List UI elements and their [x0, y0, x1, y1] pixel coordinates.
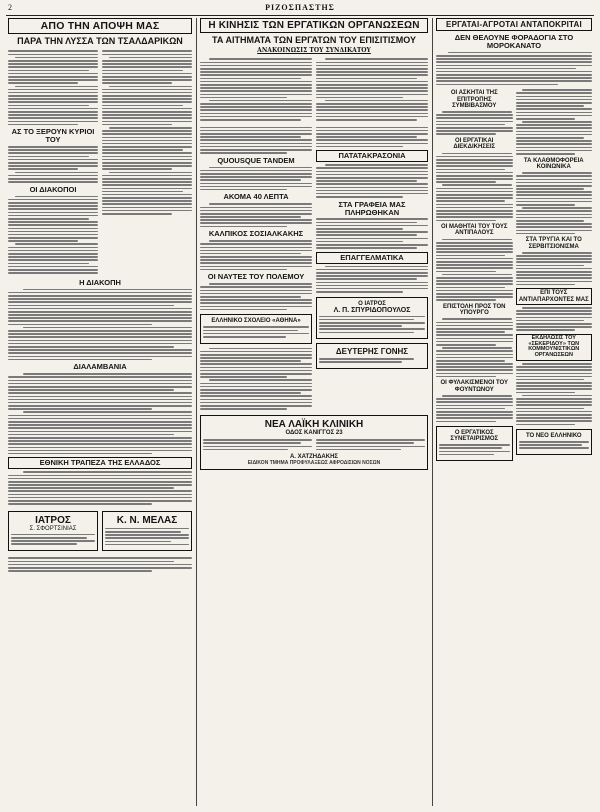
advertisement: [516, 429, 593, 455]
section-banner: ΕΡΓΑΤΑΙ-ΑΓΡΟΤΑΙ ΑΝΤΑΠΟΚΡΙΤΑΙ: [436, 18, 592, 31]
lawyer-advertisement: [316, 343, 428, 369]
school-advertisement: [200, 314, 312, 343]
ad-title: Ο ΙΑΤΡΟΣ: [358, 300, 386, 307]
article-text: [516, 252, 593, 285]
article-headline: ΔΙΑΛΑΜΒΑΝΙΑ: [73, 362, 127, 372]
advertisement: [436, 426, 513, 461]
article-headline: ΟΙ ΔΙΑΚΟΠΟΙ: [29, 184, 77, 194]
article-text: [316, 218, 428, 248]
article-text: [316, 127, 428, 148]
article-text: [200, 58, 312, 120]
article-text: [8, 146, 98, 183]
article-headline: ΟΙ ΑΣΚΗΤΑΙ ΤΗΣ ΕΠΙΤΡΟΠΗΣ ΣΥΜΒΙΒΑΣΜΟΥ: [450, 90, 498, 109]
masthead-rule: [6, 15, 594, 16]
section-banner: Η ΚΙΝΗΣΙΣ ΤΩΝ ΕΡΓΑΤΙΚΩΝ ΟΡΓΑΝΩΣΕΩΝ: [200, 18, 428, 33]
column-middle: [200, 18, 428, 808]
clinic-advertisement: [200, 415, 428, 470]
article-text: [8, 196, 98, 274]
article-text: [200, 167, 312, 191]
ad-title: ΤΟ ΝΕΟ ΕΛΛΗΝΙΚΟ: [525, 433, 582, 440]
article-text: [316, 164, 428, 197]
column-left: [8, 18, 192, 808]
article-headline: ΟΙ ΕΡΓΑΤΙΚΑΙ ΔΙΕΚΔΙΚΗΣΕΙΣ: [453, 138, 496, 151]
column-divider: [432, 18, 433, 806]
article-text: [200, 283, 312, 310]
article-headline: ΟΙ ΜΑΘΗΤΑΙ ΤΟΥ ΤΟΥΣ ΑΝΤΙΠΑΛΟΥΣ: [441, 224, 508, 237]
ad-doctor-name: Σ. ΣΦΟΡΤΣΙΝΙΑΣ: [29, 525, 77, 532]
article-headline: ΟΙ ΝΑΥΤΕΣ ΤΟΥ ΠΟΛΕΜΟΥ: [207, 272, 305, 282]
doctor-advertisement: [8, 511, 98, 552]
article-headline: ΕΚΔΗΛΩΣΙΣ ΤΟΥ «ΣΕΚΕΡΙΔΟΥ» ΤΩΝ ΚΟΜΜΟΥΝΙΣΤΙΚΩΝ ΟΡΓΑΝΩΣΕΩΝ: [516, 334, 593, 361]
article-headline: ΑΣ ΤΟ ΞΕΡΟΥΝ ΚΥΡΙΟΙ ΤΟΥ: [11, 127, 95, 145]
article-text: [516, 89, 593, 154]
article-text: [102, 50, 192, 214]
article-subheadline: ΑΝΑΚΟΙΝΩΣΙΣ ΤΟΥ ΣΥΝΔΙΚΑΤΟΥ: [257, 47, 371, 55]
ad-title: ΙΑΤΡΟΣ: [35, 514, 71, 526]
ad-title: Κ. Ν. ΜΕΛΑΣ: [116, 514, 178, 526]
article-headline: ΕΠΙΣΤΟΛΗ ΠΡΟΣ ΤΟΝ ΥΠΟΥΡΓΟ: [443, 303, 506, 317]
article-text: [200, 203, 312, 227]
article-headline: ΤΑ ΑΙΤΗΜΑΤΑ ΤΩΝ ΕΡΓΑΤΩΝ ΤΟΥ ΕΠΙΣΙΤΙΣΜΟΥ: [211, 35, 416, 45]
article-text: [436, 239, 513, 301]
article-text: [516, 172, 593, 234]
article-headline: ΚΑΛΠΙΚΟΣ ΣΟΣΙΑΛΚΑΚΗΣ: [208, 229, 304, 239]
clinic-street: ΟΔΟΣ ΚΑΝΙΓΓΟΣ 23: [285, 429, 343, 436]
page-number: 2: [8, 3, 12, 12]
column-right: [436, 18, 592, 808]
masthead: [8, 3, 592, 15]
article-text: [200, 240, 312, 270]
clinic-doctor: Α. ΧΑΤΖΗΔΑΚΗΣ: [289, 454, 339, 461]
newspaper-title: ΡΙΖΟΣΠΑΣΤΗΣ: [265, 3, 335, 12]
article-text: [316, 58, 428, 120]
article-headline: ΣΤΑ ΤΡΥΓΙΑ ΚΑΙ ΤΟ ΣΕΡΒΙΤΣΙΟΝΙΣΜΑ: [525, 237, 582, 250]
article-headline: ΤΑ ΚΛΑΘΜΟΦΟΡΕΙΑ ΚΟΙΝΩΝΙΚΑ: [523, 157, 584, 170]
article-headline: Η ΔΙΑΚΟΠΗ: [79, 277, 121, 287]
article-text: [200, 348, 312, 410]
section-banner: ΑΠΟ ΤΗΝ ΑΠΟΨΗ ΜΑΣ: [8, 18, 192, 34]
article-text: [436, 52, 592, 85]
article-headline: ΕΠΑΓΓΕΛΜΑΤΙΚΑ: [316, 252, 428, 264]
column-divider: [196, 18, 197, 806]
article-text: [200, 127, 312, 154]
article-text: [436, 318, 513, 377]
ad-title: ΔΕΥΤΕΡΗΣ ΓΟΝΗΣ: [335, 347, 409, 357]
article-text: [8, 557, 192, 571]
article-headline: ΠΑΡΑ ΤΗΝ ΛΥΣΣΑ ΤΩΝ ΤΣΑΛΔΑΡΙΚΩΝ: [17, 36, 183, 46]
article-text: [436, 395, 513, 422]
ad-title: Ο ΕΡΓΑΤΙΚΟΣ ΣΥΝΕΤΑΙΡΙΣΜΟΣ: [450, 430, 499, 443]
article-headline: ΟΙ ΦΥΛΑΚΙΣΜΕΝΟΙ ΤΟΥ ΦΟΥΝΤΩΝΟΥ: [440, 380, 509, 393]
merchant-advertisement: [102, 511, 192, 552]
article-text: [316, 266, 428, 293]
clinic-footer: ΕΙΔΙΚΟΝ ΤΜΗΜΑ ΠΡΟΦΥΛΑΞΕΩΣ ΑΦΡΟΔΙΣΙΩΝ ΝΟΣΩΝ: [247, 460, 381, 467]
article-headline: QUOUSQUE TANDEM: [217, 155, 295, 165]
article-text: [8, 50, 98, 125]
article-headline: ΠΑΤΑΤΑΚΡΑΣΟΝΙΑ: [316, 150, 428, 162]
article-headline: ΑΚΟΜΑ 40 ΛΕΠΤΑ: [223, 192, 289, 202]
article-text: [8, 471, 192, 504]
ad-doctor-name: Λ. Π. ΣΠΥΡΙΔΟΠΟΥΛΟΣ: [333, 306, 411, 314]
article-text: [8, 373, 192, 454]
article-headline: ΣΤΑ ΓΡΑΦΕΙΑ ΜΑΣ ΠΛΗΡΩΘΗΚΑΝ: [338, 199, 406, 217]
article-text: [516, 307, 593, 331]
clinic-name: ΝΕΑ ΛΑΪΚΗ ΚΛΙΝΙΚΗ: [264, 418, 364, 430]
article-headline: ΕΠΙ ΤΟΥΣ ΑΝΤΙΑΠΑΡΧΟΝΤΕΣ ΜΑΣ: [516, 288, 593, 305]
ad-title: ΕΛΛΗΝΙΚΟ ΣΧΟΛΕΙΟ «ΑΘΗΝΑ»: [211, 318, 301, 325]
article-text: [436, 153, 513, 222]
article-text: [516, 363, 593, 425]
doctor-advertisement: [316, 297, 428, 340]
article-text: [436, 111, 513, 135]
article-headline: ΕΘΝΙΚΗ ΤΡΑΠΕΖΑ ΤΗΣ ΕΛΛΑΔΟΣ: [8, 457, 192, 469]
article-text: [8, 289, 192, 361]
article-headline: ΔΕΝ ΘΕΛΟΥΝΕ ΦΟΡΑΔΟΓΙΑ ΣΤΟ ΜΟΡΟΚΑΝΑΤΟ: [454, 33, 574, 50]
